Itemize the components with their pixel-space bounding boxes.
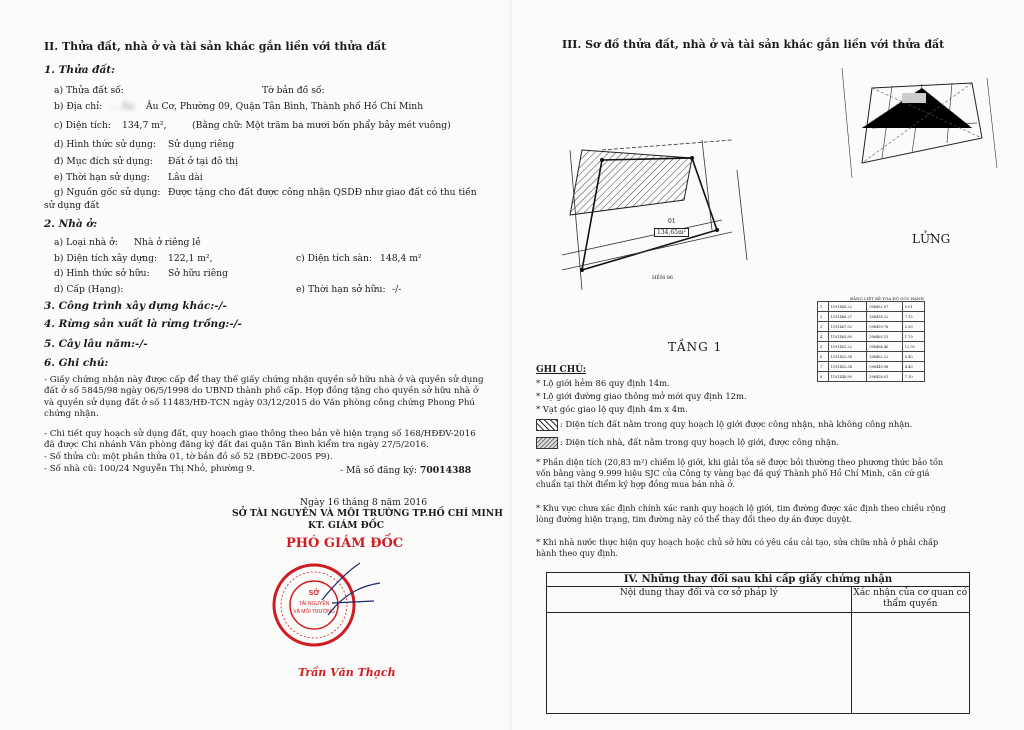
coordinate-cell: 12.93 [902,342,924,352]
changes-table [546,572,970,714]
hatch-swatch-2 [536,437,558,449]
coordinate-cell: 2.00 [902,322,924,332]
note-3: - Số thửa cũ: một phần thửa 01, tờ bản đồ số 52 (BĐĐC-2005 P9). [44,452,333,462]
coordinate-cell: 6 [818,352,829,362]
coordinate-cell: 596465.13 [867,332,902,342]
compensation-note: * Phần diện tích (20,83 m²) chiếm lộ giới, khi giải tỏa sẽ được bồi thường theo phương thức bảo tồn vốn bằng vàng 9.999 hiệu SJC của Công ty vàng bạc đá quý Thành phố Hồ Chí Minh, căn cứ giá chuẩn tại thời điểm ký hợp đồng mua bán nhà ở. [536,457,944,489]
house-subtitle: 2. Nhà ở: [44,218,98,230]
svg-text:TÀI NGUYÊN: TÀI NGUYÊN [298,601,330,607]
boundary-note: * Khu vực chưa xác định chính xác ranh quy hoạch lộ giới, tim đường được xác định theo chiều rộng lòng đường hiện trạng, tim đường này có thể thay đổi theo dự án được duyệt. [536,503,946,524]
coordinate-table-grid [817,301,925,382]
kt-director: KT. GIÁM ĐỐC [308,520,385,531]
coordinate-cell: 1191452.34 [828,352,867,362]
usage-origin-label: g) Nguồn gốc sử dụng: [54,187,161,198]
usage-origin-value-cont: sử dụng đất [44,200,100,211]
area-value: 134,7 m², [122,120,167,131]
hatch-legend-1: : Diện tích đất nằm trong quy hoạch lộ giới được công nhận, nhà không công nhận. [560,419,913,429]
ownership-term-label: e) Thời hạn sở hữu: [296,284,386,295]
coordinate-cell: 1191448.90 [828,372,867,382]
coordinate-row [818,362,925,372]
hatch-legend-2: : Diện tích nhà, đất nằm trong quy hoạch lộ giới, được công nhận. [560,437,840,447]
address-redacted: ... Âu [110,101,135,112]
plan-area-label: 134,65m² [654,228,689,237]
map-sheet-no-label: Tờ bản đồ số: [262,85,325,96]
coordinate-cell: 596462.22 [867,352,902,362]
plan-lot-label: 01 [668,218,676,225]
land-parcel-no-label: a) Thửa đất số: [54,85,124,96]
ground-floor-label: TẦNG 1 [668,340,723,354]
coordinate-row [818,322,925,332]
address-value: Âu Cơ, Phường 09, Quận Tân Bình, Thành phố Hồ Chí Minh [146,101,424,112]
ownership-form-value: Sở hữu riêng [168,268,228,279]
coordinate-cell: 1191465.80 [828,332,867,342]
certificate-right-page [512,0,1024,730]
building-area-label: b) Diện tích xây dựng: [54,253,158,264]
changes-col-content: Nội dung thay đổi và cơ sở pháp lý [547,587,852,613]
certificate-left-page [0,0,510,730]
coordinate-cell: 1191452.34 [828,362,867,372]
coordinate-row [818,372,925,382]
coordinate-cell: 9.40 [902,352,924,362]
floor-area-label: c) Diện tích sàn: [296,253,373,264]
legend-item-3-text: Vạt góc giao lộ quy định 4m x 4m. [542,404,688,414]
forest-title: 4. Rừng sản xuất là rừng trồng:-/- [44,318,242,330]
notes-heading: GHI CHÚ: [536,365,587,375]
mezzanine-label: LỬNG [912,232,951,246]
notes-title: 6. Ghi chú: [44,357,109,369]
other-construction-title: 3. Công trình xây dựng khác:-/- [44,300,227,312]
changes-col-confirmation: Xác nhận của cơ quan có thẩm quyền [851,587,969,613]
coordinate-table-title: BẢNG LIỆT KÊ TỌA ĐỘ GÓC RANH [850,296,924,301]
usage-form-value: Sử dụng riêng [168,139,235,150]
area-label: c) Diện tích: [54,120,112,131]
legend-item-3: * Vạt góc giao lộ quy định 4m x 4m. [536,404,688,414]
coordinate-cell: 1191468.22 [828,302,867,312]
house-type-value: Nhà ở riêng lẻ [134,237,201,248]
changes-table-title: IV. Những thay đổi sau khi cấp giấy chứng nhận [547,573,970,587]
svg-text:VÀ MÔI TRƯỜNG: VÀ MÔI TRƯỜNG [293,609,335,615]
coordinate-cell: 8 [818,372,829,382]
registration-code: 70014388 [420,465,472,476]
renovation-note: * Khi nhà nước thực hiện quy hoạch hoặc chủ sở hữu có yêu cầu cải tạo, sửa chữa nhà ở phải chấp hành theo quy định. [536,537,939,558]
issue-date: Ngày 16 tháng 8 năm 2016 [300,497,428,508]
ownership-term-value: -/- [392,284,402,295]
note-1: - Giấy chứng nhận này được cấp để thay thế giấy chứng nhận quyền sở hữu nhà ở và quyền sử dụng đất ở số 5845/98 ngày 06/5/1998 do UBND thành phố cấp. Hợp đồng tặng cho quyền sở hữu nhà ở và quyền sử dụng đất ở số 11483/HĐ-TCN ngày 03/12/2015 do Văn phòng công chứng Phong Phú chứng nhận. [44,375,484,420]
svg-text:SỞ: SỞ [308,590,320,597]
coordinate-cell: 596452.07 [867,302,902,312]
grade-label: d) Cấp (Hạng): [54,284,124,295]
plan-road-label: HẺM 86 [652,275,674,281]
legend-item-2: * Lộ giới đường giao thông mở mới quy định 12m. [536,391,747,401]
coordinate-cell: 0.01 [902,302,924,312]
coordinate-cell: 596464.46 [867,342,902,352]
coordinate-cell: 596458.22 [867,312,902,322]
usage-term-label: e) Thời hạn sử dụng: [54,172,150,183]
coordinate-cell: 1191467.52 [828,322,867,332]
address-label: b) Địa chỉ: [54,101,103,112]
floor-area-value: 148,4 m² [380,253,422,264]
hatch-swatch-1 [536,419,558,431]
usage-purpose-value: Đất ở tại đô thị [168,156,239,167]
note-2: - Chi tiết quy hoạch sử dụng đất, quy hoạch giao thông theo bản vẽ hiện trạng số 168/HĐĐV-2016 đã được Chi nhánh Văn phòng đăng ký đất đai quận Tân Bình kiểm tra ngày 27/5/2016. [44,429,476,451]
signer-name: Trần Văn Thạch [298,666,396,679]
deputy-director-title: PHÓ GIÁM ĐỐC [286,536,404,551]
area-in-words: (Bằng chữ: Một trăm ba mươi bốn phẩy bảy mét vuông) [192,120,451,131]
coordinate-cell: 596458.01 [867,372,902,382]
coordinate-cell: 5 [818,342,829,352]
coordinate-table [817,296,957,382]
house-type-label: a) Loại nhà ở: [54,237,118,248]
coordinate-cell: 1.79 [902,332,924,342]
usage-purpose-label: đ) Mục đích sử dụng: [54,156,153,167]
changes-cell-confirmation [851,613,969,714]
coordinate-row [818,312,925,322]
ground-floor-plan [542,120,832,320]
coordinate-cell: 2 [818,312,829,322]
section-2-title: II. Thửa đất, nhà ở và tài sản khác gắn liền với thửa đất [44,40,387,53]
legend-item-1-text: Lộ giới hẻm 86 quy định 14m. [542,378,670,388]
coordinate-cell: 596449.98 [867,362,902,372]
coordinate-cell: 3 [818,322,829,332]
coordinate-row [818,342,925,352]
coordinate-cell: 7 [818,362,829,372]
coordinate-row [818,332,925,342]
coordinate-cell: 7.10 [902,372,924,382]
ownership-form-label: d) Hình thức sở hữu: [54,268,150,279]
usage-form-label: d) Hình thức sử dụng: [54,139,156,150]
coordinate-cell: 4 [818,332,829,342]
coordinate-cell: 596459.78 [867,322,902,332]
legend-item-1: * Lộ giới hẻm 86 quy định 14m. [536,378,670,388]
official-stamp [262,555,382,655]
changes-cell-content [547,613,852,714]
mezzanine-plan [832,68,1012,198]
coordinate-row [818,352,925,362]
land-subtitle: 1. Thửa đất: [44,64,116,76]
old-house-number: - Số nhà cũ: 100/24 Nguyễn Thị Nhỏ, phường 9. [44,464,255,474]
coordinate-cell: 1191461.22 [828,342,867,352]
registration-code-label: - Mã số đăng ký: [340,465,418,476]
issuing-authority: SỞ TÀI NGUYÊN VÀ MÔI TRƯỜNG TP.HỒ CHÍ MINH [232,508,503,519]
coordinate-cell: 1191466.27 [828,312,867,322]
building-area-value: 122,1 m², [168,253,213,264]
usage-term-value: Lâu dài [168,172,203,183]
perennial-title: 5. Cây lâu năm:-/- [44,338,148,350]
legend-item-2-text: Lộ giới đường giao thông mở mới quy định 12m. [542,391,747,401]
coordinate-row [818,302,925,312]
section-3-title: III. Sơ đồ thửa đất, nhà ở và tài sản khác gắn liền với thửa đất [562,38,945,51]
usage-origin-value: Được tặng cho đất được công nhận QSDĐ như giao đất có thu tiền [168,187,477,198]
coordinate-cell: 1 [818,302,829,312]
coordinate-cell: 4.40 [902,362,924,372]
coordinate-cell: 7.15 [902,312,924,322]
